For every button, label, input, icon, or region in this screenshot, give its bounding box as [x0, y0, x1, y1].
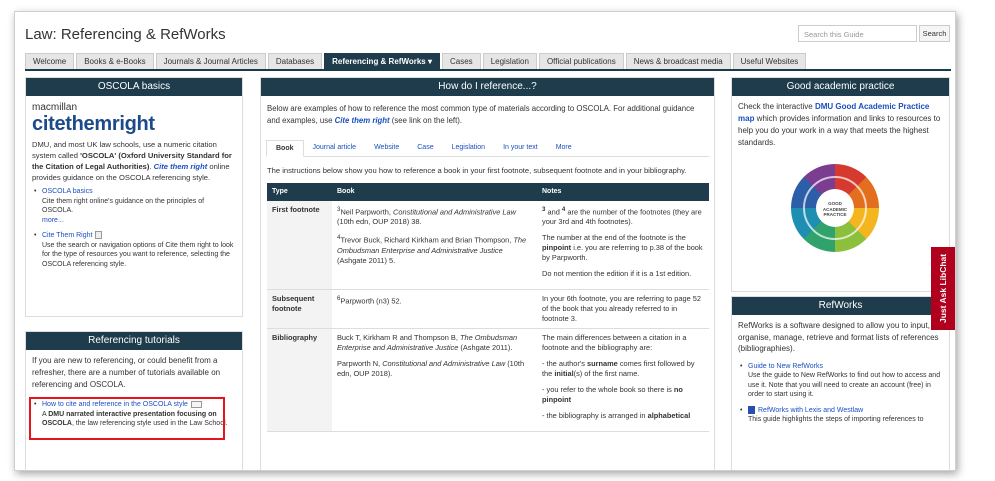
- note-num: 3: [542, 206, 546, 213]
- how-do-i-reference-heading: How do I reference...?: [261, 78, 714, 96]
- gap-map-link[interactable]: DMU Good Academic Practice map: [738, 102, 930, 123]
- highlight-box: [29, 397, 225, 440]
- refworks-guide-desc: Use the guide to New RefWorks to find out how to access and use it. Note that you will need to create an account (free) in order to start using it.: [748, 372, 941, 398]
- book-text: Neil Parpworth,: [340, 207, 394, 217]
- refworks-lexis-desc: This guide highlights the steps of importing references to: [748, 416, 924, 423]
- note-text: - the bibliography is arranged in: [542, 411, 648, 421]
- note-text: - the author's: [542, 359, 587, 369]
- refworks-panel: [731, 296, 950, 471]
- tab-case[interactable]: Case: [417, 144, 434, 151]
- book-text: Parpworth N,: [337, 359, 383, 369]
- note-text: The number at the end of the footnote is the: [542, 233, 686, 243]
- macmillan-logo-text: macmillan: [32, 102, 78, 113]
- tab-welcome[interactable]: Welcome: [25, 53, 74, 69]
- col-notes: Notes: [537, 183, 709, 201]
- footnote-number: 3: [337, 206, 341, 213]
- center-intro-a: Below are examples of how to reference the most common type of materials according to OSCOLA. For additional guidance and examples, use: [267, 104, 695, 125]
- book-title: Constitutional and Administrative Law: [393, 207, 516, 217]
- reference-type-tabs: [266, 140, 709, 157]
- note-bold: initial: [554, 369, 574, 379]
- tab-legislation-ref[interactable]: Legislation: [451, 144, 486, 151]
- book-title: The Ombudsman Enterprise and Administrative Justice: [337, 333, 518, 353]
- tab-referencing[interactable]: [324, 53, 440, 69]
- book-text: Trevor Buck, Richard Kirkham and Brian Thompson,: [340, 235, 514, 245]
- search-input[interactable]: Search this Guide: [798, 25, 917, 42]
- col-book: Book: [332, 183, 537, 201]
- footnote-number: 4: [337, 234, 341, 242]
- note-bold: surname: [586, 359, 618, 369]
- tab-more[interactable]: More: [555, 144, 572, 151]
- table-row: [267, 329, 709, 432]
- note-num: 4: [561, 206, 566, 213]
- note-bold: alphabetical: [647, 411, 691, 421]
- row-notes: In your 6th footnote, you are referring to page 52 of the book that you already referred to in footnote 3.: [537, 290, 709, 329]
- good-academic-practice-panel: [731, 77, 950, 292]
- how-do-i-reference-panel: [260, 77, 715, 471]
- note-text: - you refer to the whole book so there is: [542, 385, 674, 395]
- table-row: [267, 290, 709, 329]
- row-notes: [537, 201, 709, 290]
- list-item: [42, 231, 236, 269]
- libchat-tab[interactable]: Just Ask LibChat: [931, 247, 956, 330]
- search-button[interactable]: Search: [919, 25, 950, 42]
- refworks-heading: RefWorks: [732, 297, 949, 315]
- citethemright-logo: citethemright: [32, 113, 155, 135]
- tutorials-intro: If you are new to referencing, or could benefit from a refresher, there are a number of tutorials available on referencing and OSCOLA.: [32, 356, 221, 389]
- row-book: [332, 329, 537, 432]
- note-text: The main differences between a citation in a footnote and the bibliography are:: [542, 333, 687, 353]
- note-text: and: [545, 207, 562, 217]
- table-row: [267, 201, 709, 290]
- row-notes: [537, 329, 709, 432]
- oscola-intro-tail: online provides guidance on the OSCOLA referencing style.: [32, 162, 230, 182]
- book-text: Buck T, Kirkham R and Thompson B,: [337, 333, 460, 343]
- row-book: [332, 290, 537, 329]
- row-type: Bibliography: [267, 329, 332, 432]
- book-text: (10th edn, OUP 2018) 38.: [337, 217, 422, 227]
- tab-news[interactable]: News & broadcast media: [626, 53, 731, 69]
- list-item: [748, 362, 943, 400]
- cite-them-right-item-link[interactable]: Cite Them Right: [42, 232, 93, 239]
- good-academic-practice-wheel[interactable]: [791, 164, 879, 252]
- tab-legislation[interactable]: Legislation: [483, 53, 537, 69]
- row-type: Subsequent footnote: [267, 290, 332, 329]
- tab-official-publications[interactable]: Official publications: [539, 53, 624, 69]
- tab-journal-article[interactable]: Journal article: [312, 144, 357, 151]
- list-item: [748, 406, 943, 425]
- cite-them-right-desc: Use the search or navigation options of Cite them right to look for the type of resources you want to reference, selecting the OSCOLA referencing style.: [42, 241, 234, 268]
- row-type: First footnote: [267, 201, 332, 290]
- note-text: i.e. you are referring to p.38 of the book by Parpworth.: [542, 243, 703, 263]
- book-title: The Ombudsman Enterprise and Administrative Justice: [337, 235, 527, 255]
- oscola-intro-end: .: [149, 162, 154, 171]
- oscola-intro-bold: 'OSCOLA' (Oxford University Standard for the Citation of Legal Authorities): [32, 151, 232, 171]
- tab-referencing-label: Referencing & RefWorks: [332, 57, 426, 66]
- refworks-lexis-link[interactable]: RefWorks with Lexis and Westlaw: [758, 406, 864, 414]
- refworks-guide-link[interactable]: Guide to New RefWorks: [748, 362, 823, 370]
- footnote-number: 6: [337, 295, 341, 303]
- tab-cases[interactable]: Cases: [442, 53, 481, 69]
- oscola-basics-desc: Cite them right online's guidance on the principles of OSCOLA.: [42, 197, 205, 214]
- tutorial-desc-a: A: [42, 410, 49, 418]
- book-text: (Ashgate 2011) 5.: [337, 255, 396, 265]
- tab-website[interactable]: Website: [374, 144, 400, 151]
- more-link[interactable]: more...: [42, 216, 64, 224]
- referencing-tutorials-heading: Referencing tutorials: [26, 332, 242, 350]
- note-text: are the number of the footnotes (they are your 3rd and 4th footnotes).: [542, 207, 702, 227]
- list-item: [42, 187, 236, 225]
- wheel-center-label: GOOD ACADEMIC PRACTICE: [816, 189, 854, 227]
- book-reference-table: [267, 183, 709, 432]
- tab-books[interactable]: Books & e-Books: [76, 53, 153, 69]
- book-text: Parpworth (n3) 52.: [340, 296, 402, 306]
- good-academic-practice-heading: Good academic practice: [732, 78, 949, 96]
- book-text: (10th edn, OUP 2018).: [337, 359, 525, 379]
- page-title: Law: Referencing & RefWorks: [25, 26, 226, 43]
- note-bold: pinpoint: [542, 243, 572, 253]
- chevron-down-icon: ▾: [427, 57, 432, 66]
- browser-page: [14, 11, 956, 471]
- tutorial-desc-b: , the law referencing style used in the Law School.: [71, 420, 228, 427]
- gap-text-a: Check the interactive: [738, 102, 815, 111]
- oscola-intro-a: DMU, and most UK law schools, use a numeric citation system called: [32, 140, 217, 160]
- tutorial-desc-bold: DMU narrated interactive presentation focusing on OSCOLA: [42, 410, 217, 427]
- center-cite-them-right-link[interactable]: Cite them right: [334, 116, 390, 125]
- note-text: Do not mention the edition if it is a 1st edition.: [542, 269, 692, 279]
- cite-them-right-link[interactable]: Cite them right: [153, 162, 208, 171]
- tab-databases[interactable]: Databases: [268, 53, 322, 69]
- oscola-intro: [32, 139, 236, 183]
- book-instructions: The instructions below show you how to reference a book in your first footnote, subsequent footnote and in your bibliography.: [267, 166, 687, 175]
- refworks-icon: [748, 406, 755, 414]
- document-icon: [95, 231, 102, 239]
- tab-useful-websites[interactable]: Useful Websites: [733, 53, 807, 69]
- oscola-basics-link[interactable]: OSCOLA basics: [42, 188, 93, 195]
- gap-text-b: which provides information and links to resources to help you do your work in a way that meets the highest standards.: [738, 114, 941, 147]
- note-bold: no pinpoint: [542, 385, 683, 405]
- oscola-basics-heading: OSCOLA basics: [26, 78, 242, 96]
- refworks-intro: RefWorks is a software designed to allow you to input, organise, manage, retrieve and format lists of references (bibliographies).: [738, 321, 939, 353]
- row-book: [332, 201, 537, 290]
- note-text: comes first followed by the: [542, 359, 695, 379]
- oscola-tutorial-link[interactable]: How to cite and reference in the OSCOLA style: [42, 401, 188, 408]
- note-text: (s) of the first name.: [573, 369, 640, 379]
- tab-journals[interactable]: Journals & Journal Articles: [156, 53, 266, 69]
- oscola-basics-panel: [25, 77, 243, 317]
- guide-nav-tabs: [25, 53, 951, 71]
- col-type: Type: [267, 183, 332, 201]
- center-intro-b: (see link on the left).: [389, 116, 463, 125]
- book-text: (Ashgate 2011).: [458, 343, 513, 353]
- tab-book[interactable]: Book: [266, 140, 304, 157]
- book-title: Constitutional and Administrative Law: [382, 359, 506, 369]
- tab-in-your-text[interactable]: In your text: [503, 144, 538, 151]
